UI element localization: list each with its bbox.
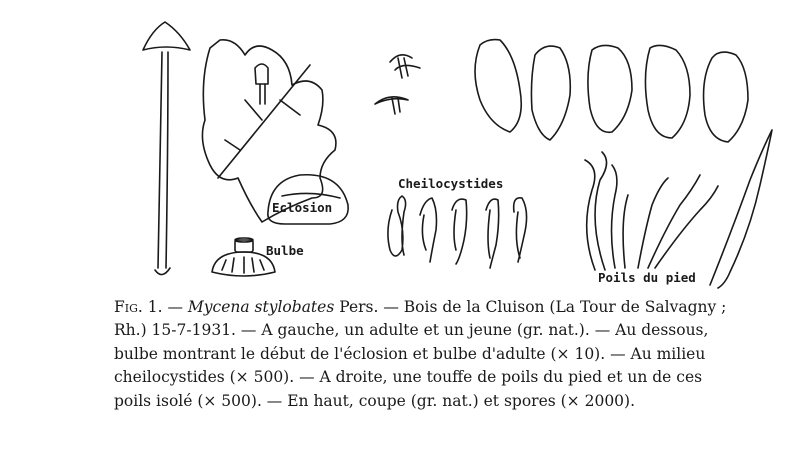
caption-line-1 (114, 296, 800, 319)
caption-line-1-rest: Pers. — Bois de la Cluison (La Tour de Salvagny ; (334, 298, 727, 316)
label-bulbe: Bulbe (266, 243, 304, 258)
figure-number: Fig. 1. (114, 298, 163, 316)
species-name: Mycena stylobates (187, 298, 335, 316)
spore-drawings (475, 40, 748, 142)
oak-leaf-drawing (202, 40, 336, 222)
adult-mushroom-drawing (143, 22, 190, 275)
cheilocystides-drawings (388, 196, 527, 268)
caption-dash: — (167, 298, 183, 316)
poils-du-pied-drawings (585, 130, 772, 288)
label-poils-du-pied: Poils du pied (598, 270, 696, 285)
figure-caption (114, 296, 800, 413)
label-eclosion: Eclosion (272, 200, 333, 215)
caption-line-4: cheilocystides (× 500). — A droite, une touffe de poils du pied et un de ces (114, 368, 703, 387)
caption-line-5: poils isolé (× 500). — En haut, coupe (gr. nat.) et spores (× 2000). (114, 391, 636, 410)
label-cheilocystides: Cheilocystides (398, 176, 504, 191)
caption-line-2: Rh.) 15-7-1931. — A gauche, un adulte et un jeune (gr. nat.). — Au dessous, (114, 321, 709, 340)
caption-line-3: bulbe montrant le début de l'éclosion et bulbe d'adulte (× 10). — Au milieu (114, 344, 706, 363)
section-drawings (375, 55, 420, 114)
